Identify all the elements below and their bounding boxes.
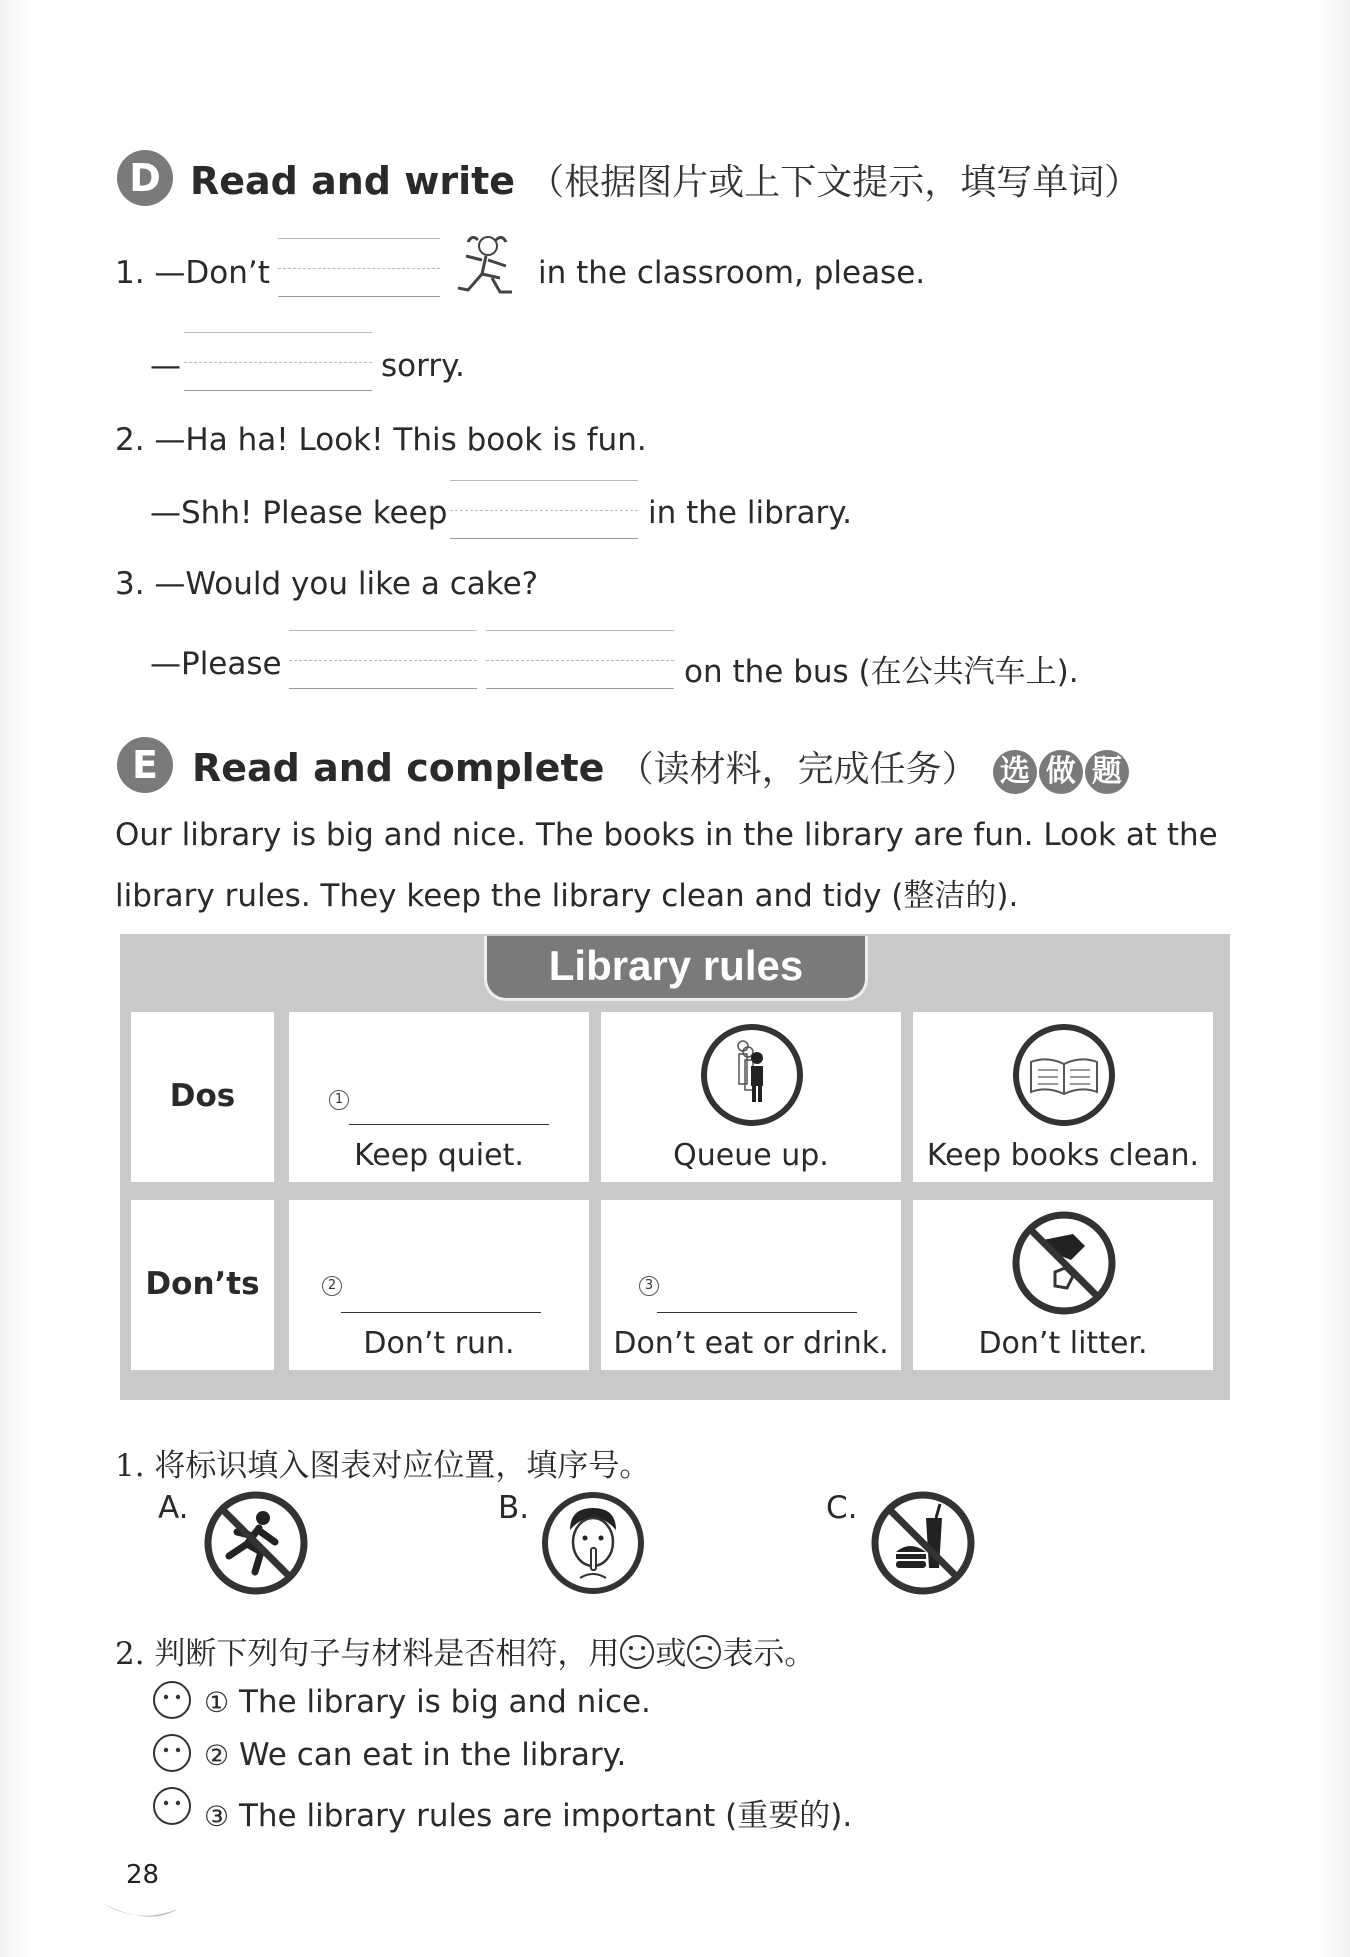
- q3-line-b-end: on the bus (在公共汽车上).: [684, 654, 1079, 690]
- option-a-label: A.: [158, 1490, 189, 1526]
- task2-prompt: [115, 1628, 815, 1673]
- blank-number-3: 3: [639, 1276, 659, 1296]
- task2-prompt-a: 2. 判断下列句子与材料是否相符，用: [115, 1636, 620, 1672]
- library-rules-title: Library rules: [484, 936, 868, 1001]
- statement-2-text: We can eat in the library.: [238, 1737, 627, 1773]
- q1-line-a-end: in the classroom, please.: [538, 255, 926, 291]
- sad-face-icon: [686, 1634, 722, 1670]
- queue-icon: [699, 1022, 805, 1128]
- q2-blank[interactable]: [450, 480, 638, 540]
- smile-face-icon: [619, 1634, 655, 1670]
- no-running-icon: [203, 1490, 309, 1596]
- optional-badge-2: 做: [1039, 750, 1083, 794]
- dos-header: Dos: [169, 1078, 236, 1114]
- statement-3-text: The library rules are important (重要的).: [238, 1798, 853, 1834]
- option-c-label: C.: [826, 1490, 858, 1526]
- q2-line-b-end: in the library.: [648, 495, 853, 531]
- passage-line-2: library rules. They keep the library clean and tidy (整洁的).: [115, 878, 1019, 914]
- section-d-heading: Read and write: [190, 159, 516, 203]
- rule-keep-books-clean: Keep books clean.: [926, 1138, 1200, 1173]
- section-e-heading: Read and complete: [192, 746, 605, 790]
- q1-line-a: 1. —Don’t: [115, 255, 270, 291]
- rule-dont-run: Don’t run.: [363, 1326, 515, 1361]
- page-number: 28: [126, 1860, 160, 1890]
- donts-header-cell: [131, 1200, 274, 1370]
- rule-dont-litter: Don’t litter.: [978, 1326, 1148, 1361]
- section-d-instructions: （根据图片或上下文提示，填写单词）: [528, 162, 1141, 203]
- rule-queue-up: Queue up.: [673, 1138, 829, 1173]
- dos-header-cell: [131, 1012, 274, 1182]
- statement-3-number: ③: [204, 1800, 230, 1833]
- section-e-instructions: （读材料，完成任务）: [617, 749, 978, 790]
- q3-line-b: —Please: [150, 646, 282, 682]
- rule-keep-quiet: Keep quiet.: [354, 1138, 524, 1173]
- answer-face-2[interactable]: [152, 1733, 192, 1773]
- open-book-icon: [1011, 1022, 1117, 1128]
- q3-line-a: 3. —Would you like a cake?: [115, 566, 539, 602]
- keep-quiet-icon: [540, 1490, 646, 1596]
- donts-header: Don’ts: [145, 1266, 260, 1302]
- q1-blank[interactable]: [278, 238, 440, 298]
- donts-cell-dont-eat: [601, 1200, 901, 1370]
- passage-line-1: Our library is big and nice. The books in the library are fun. Look at the: [115, 817, 1218, 853]
- q1-reply-blank[interactable]: [184, 332, 372, 392]
- no-food-drink-icon: [868, 1490, 978, 1596]
- section-e-badge: E: [117, 737, 173, 793]
- rule-dont-eat-or-drink: Don’t eat or drink.: [613, 1326, 889, 1361]
- blank-number-2: 2: [322, 1276, 342, 1296]
- no-litter-icon: [1011, 1210, 1117, 1316]
- answer-blank-3[interactable]: [657, 1312, 857, 1313]
- dos-cell-queue-up: [601, 1012, 901, 1182]
- running-girl-icon: [448, 230, 526, 300]
- page-corner-swoosh: [100, 1895, 180, 1921]
- optional-badge-1: 选: [993, 750, 1037, 794]
- statement-2-number: ②: [204, 1739, 230, 1772]
- option-b-label: B.: [498, 1490, 530, 1526]
- task2-prompt-b: 或: [655, 1636, 687, 1672]
- q3-blank-1[interactable]: [289, 630, 477, 690]
- q2-line-b: —Shh! Please keep: [150, 495, 448, 531]
- q2-line-a: 2. —Ha ha! Look! This book is fun.: [115, 422, 647, 458]
- section-d-title: [190, 154, 1140, 205]
- answer-face-3[interactable]: [152, 1786, 192, 1826]
- q1-line-b-dash: —: [150, 348, 181, 384]
- statement-1-number: ①: [204, 1686, 230, 1719]
- blank-number-1: 1: [329, 1090, 349, 1110]
- section-e-title: [192, 741, 1129, 794]
- answer-blank-2[interactable]: [341, 1312, 541, 1313]
- q1-line-b-end: sorry.: [381, 348, 465, 384]
- task1-prompt: 1. 将标识填入图表对应位置，填序号。: [115, 1448, 651, 1484]
- dos-cell-keep-books-clean: [913, 1012, 1213, 1182]
- statement-2: [204, 1737, 626, 1773]
- donts-cell-dont-litter: [913, 1200, 1213, 1370]
- task2-prompt-c: 表示。: [722, 1636, 816, 1672]
- donts-cell-dont-run: [289, 1200, 589, 1370]
- statement-1-text: The library is big and nice.: [238, 1684, 651, 1720]
- statement-1: [204, 1684, 651, 1720]
- statement-3: [204, 1790, 852, 1835]
- answer-blank-1[interactable]: [349, 1124, 549, 1125]
- dos-cell-keep-quiet: [289, 1012, 589, 1182]
- section-d-badge: D: [117, 150, 173, 206]
- q3-blank-2[interactable]: [486, 630, 674, 690]
- answer-face-1[interactable]: [152, 1680, 192, 1720]
- optional-badge-3: 题: [1085, 750, 1129, 794]
